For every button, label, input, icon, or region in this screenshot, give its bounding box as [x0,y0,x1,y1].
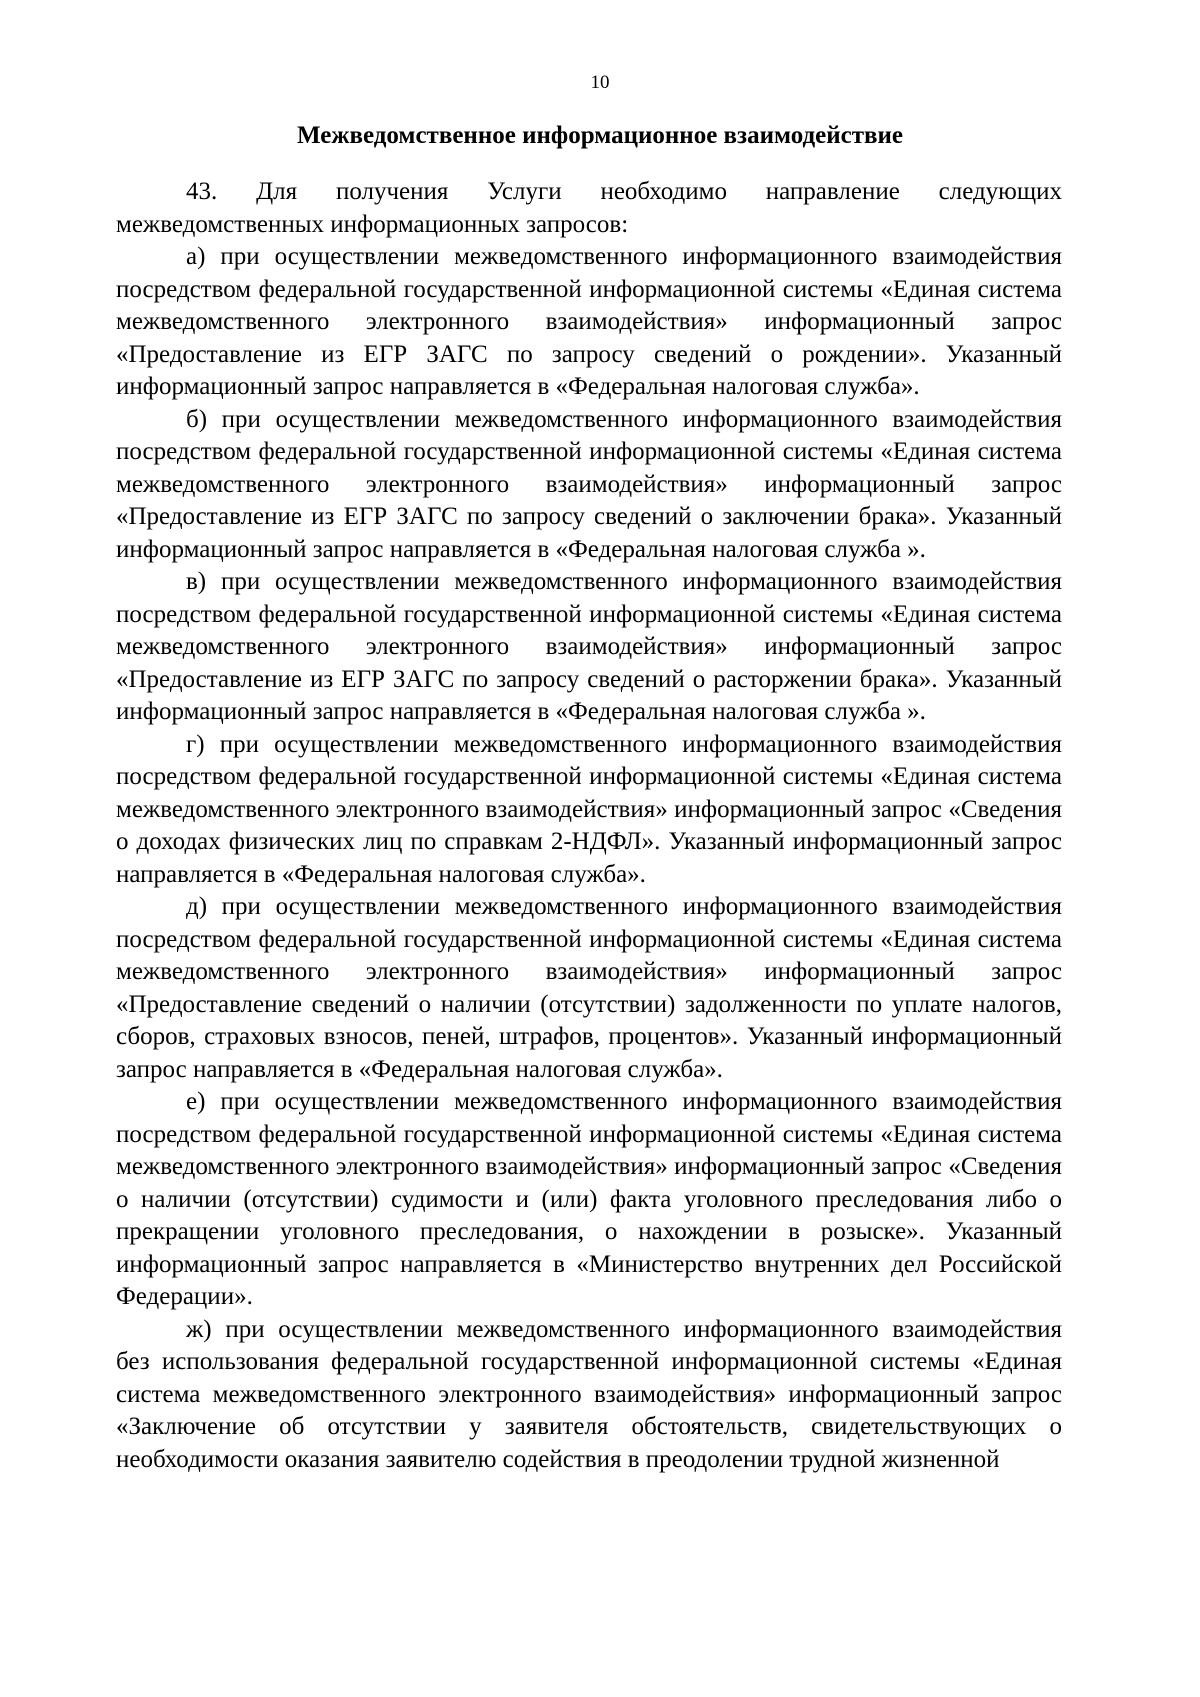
paragraph-item-a: а) при осуществлении межведомственного информационного взаимодействия посредством федеральной государственной информационной системы «Единая система межведомственного электронного взаимодействия» информационный запрос «Предоставление из ЕГР ЗАГС по запросу сведений о рождении». Указанный информационный запрос направляется в «Федеральная налоговая служба». [116,243,1062,400]
paragraph-item-d: д) при осуществлении межведомственного информационного взаимодействия посредством федеральной государственной информационной системы «Единая система межведомственного электронного взаимодействия» информационный запрос «Предоставление сведений о наличии (отсутствии) задолженности по уплате налогов, сборов, страховых взносов, пеней, штрафов, процентов». Указанный информационный запрос направляется в «Федеральная налоговая служба». [116,893,1062,1083]
paragraph-item-b: б) при осуществлении межведомственного информационного взаимодействия посредством федеральной государственной информационной системы «Единая система межведомственного электронного взаимодействия» информационный запрос «Предоставление из ЕГР ЗАГС по запросу сведений о заключении брака». Указанный информационный запрос направляется в «Федеральная налоговая служба ». [116,405,1062,563]
paragraph-43-intro: 43. Для получения Услуги необходимо направление следующих межведомственных информационных запросов: [116,178,1062,238]
section-title: Межведомственное информационное взаимодействие [297,122,903,149]
document-body [116,176,1062,1476]
paragraph-item-e: е) при осуществлении межведомственного информационного взаимодействия посредством федеральной государственной информационной системы «Единая система межведомственного электронного взаимодействия» информационный запрос «Сведения о наличии (отсутствии) судимости и (или) факта уголовного преследования либо о прекращении уголовного преследования, о нахождении в розыске». Указанный информационный запрос направляется в «Министерство внутренних дел Российской Федерации». [116,1088,1062,1310]
paragraph-item-v: в) при осуществлении межведомственного информационного взаимодействия посредством федеральной государственной информационной системы «Единая система межведомственного электронного взаимодействия» информационный запрос «Предоставление из ЕГР ЗАГС по запросу сведений о расторжении брака». Указанный информационный запрос направляется в «Федеральная налоговая служба ». [116,568,1062,725]
page-number: 10 [590,72,610,93]
paragraph-item-g: г) при осуществлении межведомственного информационного взаимодействия посредством федеральной государственной информационной системы «Единая система межведомственного электронного взаимодействия» информационный запрос «Сведения о доходах физических лиц по справкам 2-НДФЛ». Указанный информационный запрос направляется в «Федеральная налоговая служба». [116,730,1062,888]
paragraph-item-zh: ж) при осуществлении межведомственного информационного взаимодействия без использования федеральной государственной информационной системы «Единая система межведомственного электронного взаимодействия» информационный запрос «Заключение об отсутствии у заявителя обстоятельств, свидетельствующих о необходимости оказания заявителю содействия в преодолении трудной жизненной [116,1315,1062,1473]
